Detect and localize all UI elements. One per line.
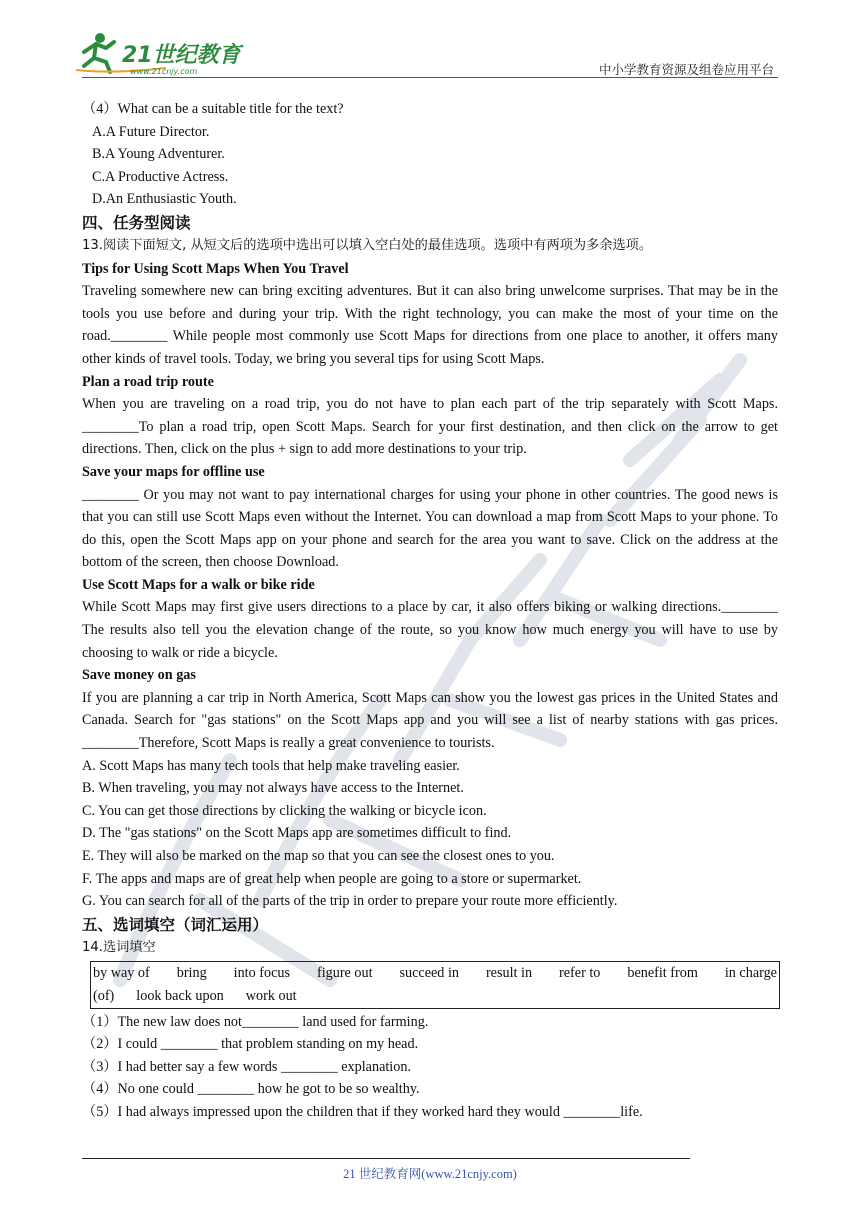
choice-g: G. You can search for all of the parts of the trip in order to prepare your route more efficiently. [82, 893, 618, 910]
fill-item-1: （1）The new law does not________ land used for farming. [82, 1013, 429, 1030]
word-item: bring [176, 965, 207, 982]
logo-url: www.21cnjy.com [130, 67, 198, 76]
word-item: in charge [724, 965, 777, 982]
passage-paragraph-2: When you are traveling on a road trip, you do not have to plan each part of the trip separately with Scott Maps. ________To plan a road trip, open Scott Maps. Search for your first destination, and then click on the arrow to get directions. Then, click on the plus + sign to add more destinations to your trip. [82, 396, 778, 458]
word-item: by way of [93, 965, 150, 982]
subheading-walk-bike: Use Scott Maps for a walk or bike ride [82, 576, 315, 593]
word-item: benefit from [627, 965, 698, 982]
fill-item-5: （5）I had always impressed upon the children that if they worked hard they would ________life. [82, 1103, 643, 1120]
passage-paragraph-1: Traveling somewhere new can bring exciting adventures. But it can also bring unwelcome surprises. That may be in the tools you use before and during your trip. With the right technology, you can make the most of your time on the road.________ While people most commonly use Scott Maps for directions from one place to another, it offers many other kinds of travel tools. Today, we bring you several tips for using Scott Maps. [82, 283, 778, 367]
word-bank-row-1 [91, 962, 779, 985]
subheading-road-trip: Plan a road trip route [82, 373, 214, 390]
word-bank-row-2 [91, 985, 779, 1008]
q4-option-c: C.A Productive Actress. [92, 168, 229, 185]
choice-f: F. The apps and maps are of great help when people are going to a store or supermarket. [82, 870, 582, 887]
fill-item-4: （4）No one could ________ how he got to be so wealthy. [82, 1081, 420, 1098]
passage-title: Tips for Using Scott Maps When You Travel [82, 260, 349, 277]
fill-item-3: （3）I had better say a few words ________ explanation. [82, 1058, 411, 1075]
choice-a: A. Scott Maps has many tech tools that help make traveling easier. [82, 757, 460, 774]
choice-c: C. You can get those directions by clicking the walking or bicycle icon. [82, 802, 487, 819]
header-divider [82, 77, 778, 78]
word-item: result in [485, 965, 533, 982]
q4-option-b: B.A Young Adventurer. [92, 146, 225, 163]
site-logo [76, 30, 246, 76]
page-header [0, 0, 860, 80]
footer-divider [82, 1158, 690, 1159]
q4-option-d: D.An Enthusiastic Youth. [92, 191, 237, 208]
section4-heading: 四、任务型阅读 [82, 213, 191, 232]
word-item: (of) [93, 987, 115, 1004]
page-content [82, 98, 778, 1124]
q4-question: （4）What can be a suitable title for the text? [82, 101, 344, 117]
logo-text: 21世纪教育 [122, 43, 241, 68]
section5-heading: 五、选词填空（词汇运用） [82, 915, 269, 934]
choice-b: B. When traveling, you may not always have access to the Internet. [82, 780, 464, 797]
passage-paragraph-4: While Scott Maps may first give users directions to a place by car, it also offers biking or walking directions.________ The results also tell you the elevation change of the route, so you know how much energy you will have to use by choosing to walk or ride a bicycle. [82, 599, 778, 661]
word-item: figure out [316, 965, 373, 982]
choice-d: D. The "gas stations" on the Scott Maps app are sometimes difficult to find. [82, 825, 512, 842]
choice-e: E. They will also be marked on the map so that you can see the closest ones to you. [82, 848, 555, 864]
word-item: look back upon [136, 987, 224, 1004]
passage-paragraph-3: ________ Or you may not want to pay international charges for using your phone in other countries. The good news is that you can still use Scott Maps even without the Internet. You can download a map from Scott Maps to your phone. To do this, open the Scott Maps app on your phone and search for the area you want to save. Click on the address at the bottom of the screen, then choose Download. [82, 486, 778, 571]
platform-name: 中小学教育资源及组卷应用平台 [598, 62, 774, 77]
subheading-gas: Save money on gas [82, 667, 196, 684]
word-item: into focus [233, 965, 290, 982]
word-item: work out [245, 987, 297, 1004]
word-item: succeed in [399, 965, 459, 982]
q4-option-a: A.A Future Director. [92, 123, 210, 140]
section5-instruction: 14.选词填空 [82, 939, 156, 955]
passage-paragraph-5: If you are planning a car trip in North America, Scott Maps can show you the lowest gas prices in the United States and Canada. Search for "gas stations" on the Scott Maps app and you will see a list of nearby stations with gas prices. ________Therefore, Scott Maps is really a great convenience to tourists. [82, 689, 778, 752]
word-bank [90, 961, 780, 1008]
section4-instruction: 13.阅读下面短文, 从短文后的选项中选出可以填入空白处的最佳选项。选项中有两项为多余选项。 [82, 237, 653, 253]
subheading-offline: Save your maps for offline use [82, 463, 265, 480]
page-footer: 21 世纪教育网(www.21cnjy.com) [343, 1167, 517, 1181]
fill-item-2: （2）I could ________ that problem standing on my head. [82, 1036, 419, 1053]
word-item: refer to [559, 965, 601, 982]
